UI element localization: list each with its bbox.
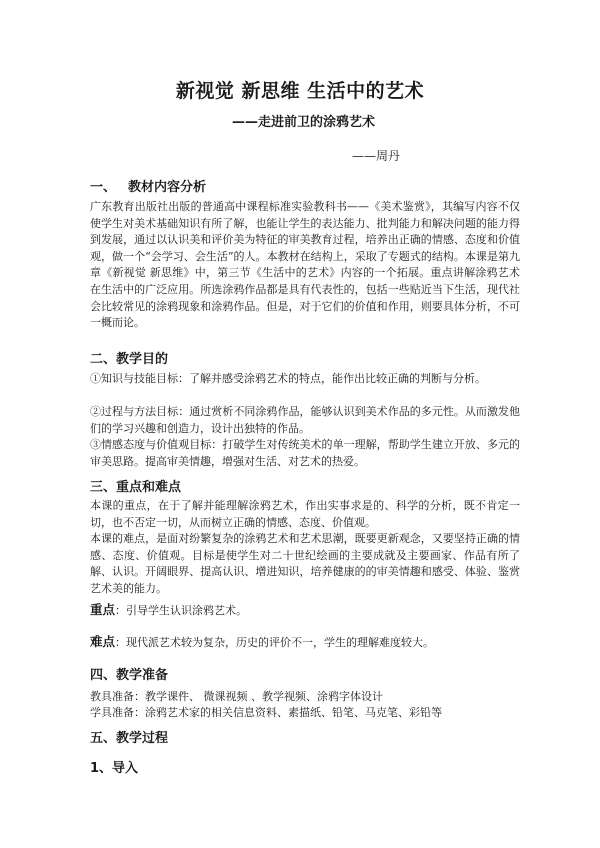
difficulty-text: ：现代派艺术较为复杂，历史的评价不一，学生的理解难度较大。 — [115, 636, 435, 649]
goal-emotion: ③情感态度与价值观目标：打破学生对传统美术的单一理解，帮助学生建立开放、多元的审美思路。提高审美情趣，增强对生活、对艺术的热爱。 — [90, 438, 520, 468]
section-3-heading: 三、重点和难点 — [90, 480, 182, 495]
document-title: 新视觉 新思维 生活中的艺术 — [175, 80, 425, 102]
section-1-heading — [90, 176, 206, 195]
section-1-number: 一、 — [90, 180, 117, 195]
section-1-body: 广东教育出版社出版的普通高中课程标准实验教科书——《美术鉴赏》，其编写内容不仅使学生对美术基础知识有所了解，也能让学生的表达能力、批判能力和解决问题的能力得到发展，通过以认识美和评价美为特征的审美教育过程，培养出正确的情感、态度和价值观，做一个“会学习、会生活”的人。本教材在结构上，采取了专题式的结构。本课是第九章《新视觉 新思维》中，第三节《生活中的艺术》内容的一个拓展。重点讲解涂鸦艺术在生活中的广泛应用。所选涂鸦作品都是具有代表性的，包括一些贴近当下生活，现代社会比较常见的涂鸦现象和涂鸦作品。但是，对于它们的价值和作用，则要具体分析，不可一概而论。 — [90, 200, 520, 330]
key-point-line — [90, 600, 247, 618]
difficulty-paragraph: 本课的难点，是面对纷繁复杂的涂鸦艺术和艺术思潮，既要更新观念，又要坚持正确的情感、态度、价值观。目标是使学生对二十世纪绘画的主要成就及主要画家、作品有所了解、认识。开阔眼界、提高认识、增进知识，培养健康的的审美情趣和感受、体验、鉴赏艺术美的能力。 — [90, 532, 520, 595]
student-materials: 学具准备：涂鸦艺术家的相关信息资料、素描纸、铅笔、马克笔、彩铅等 — [90, 706, 442, 719]
difficulty-label: 难点 — [90, 634, 116, 649]
section-5-heading: 五、教学过程 — [90, 731, 169, 746]
key-point-paragraph: 本课的重点，在于了解并能理解涂鸦艺术，作出实事求是的、科学的分析，既不肯定一切，也不否定一切，从而树立正确的情感、态度、价值观。 — [90, 499, 520, 529]
author-line: ——周丹 — [352, 149, 401, 163]
goal-process: ②过程与方法目标：通过赏析不同涂鸦作品，能够认识到美术作品的多元性。从而激发他们的学习兴趣和创造力，设计出独特的作品。 — [90, 405, 520, 435]
key-point-text: ：引导学生认识涂鸦艺术。 — [115, 604, 248, 617]
teacher-materials: 教具准备：教学课件、 微课视频 、教学视频、涂鸦字体设计 — [90, 690, 383, 703]
section-2-heading: 二、教学目的 — [90, 352, 169, 367]
goal-knowledge: ①知识与技能目标：了解并感受涂鸦艺术的特点，能作出比较正确的判断与分析。 — [90, 372, 486, 385]
document-subtitle: ——走进前卫的涂鸦艺术 — [232, 115, 376, 130]
subsection-intro-heading: 1、导入 — [90, 761, 139, 776]
section-1-title: 教材内容分析 — [128, 180, 207, 195]
key-point-label: 重点 — [90, 602, 116, 617]
section-4-heading: 四、教学准备 — [90, 668, 169, 683]
difficulty-line — [90, 632, 434, 650]
